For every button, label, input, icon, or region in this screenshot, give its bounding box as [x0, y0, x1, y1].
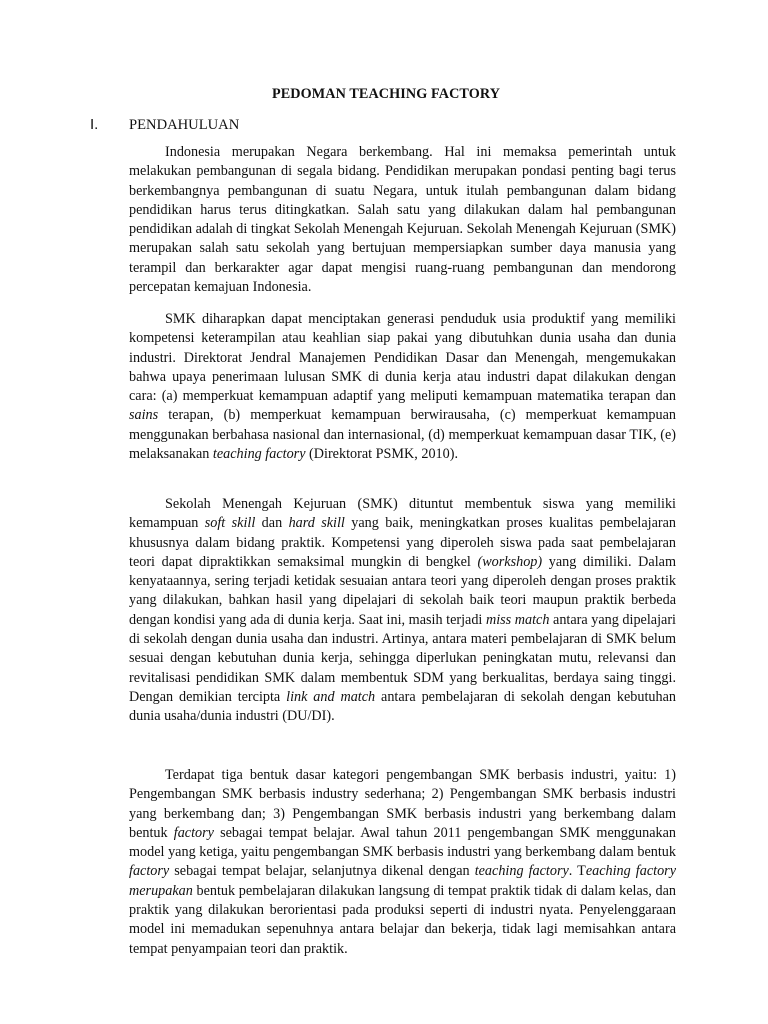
italic-text: link and match: [286, 688, 376, 705]
document-title: PEDOMAN TEACHING FACTORY: [271, 86, 501, 102]
italic-text: teaching factory: [212, 446, 306, 463]
text-run: Terdapat tiga bentuk dasar kategori pengembangan SMK berbasis industri, yaitu: 1) Pengembangan SMK berbasis industry sederhana; 2) Pengembangan SMK berbasis industri yang berkembang dan; 3) Pengembangan SMK berbasis industri yang berkembang dalam bentuk: [129, 767, 676, 841]
text-run: . T: [568, 863, 586, 880]
paragraph-1: [129, 143, 676, 297]
text-run: bentuk pembelajaran dilakukan langsung di tempat praktik tidak di dalam kelas, dan praktik yang dilakukan berorientasi pada produksi seperti di industri nyata. Penyelenggaraan model ini memadukan sepenuhnya antara belajar dan bekerja, tidak lagi memisahkan antara tempat penyampaian teori dan praktik.: [129, 882, 676, 957]
italic-text: soft skill: [204, 515, 256, 532]
text-run: Sekolah Menengah Kejuruan (SMK) dituntut membentuk siswa yang memiliki kemampuan: [129, 496, 676, 532]
section-heading: PENDAHULUAN: [129, 117, 240, 133]
italic-text: factory: [129, 863, 170, 880]
paragraph-2: [129, 310, 676, 464]
text-run: terapan, (b) memperkuat kemampuan berwirausaha, (c) memperkuat kemampuan menggunakan berbahasa nasional dan internasional, (d) memperkuat kemampuan dasar TIK, (e) melaksanakan: [129, 407, 676, 463]
text-run: sebagai tempat belajar, selanjutnya dikenal dengan: [169, 863, 475, 880]
section-number: I.: [90, 116, 99, 133]
italic-text: hard skill: [288, 515, 345, 532]
italic-text: eaching factory merupakan: [129, 863, 676, 899]
italic-text: sains: [129, 407, 159, 424]
paragraph-3: [129, 495, 676, 727]
text-run: yang dimiliki. Dalam kenyataannya, sering terjadi ketidak sesuaian antara teori yang diperoleh dengan proses praktik yang dilakukan, bahkan hasil yang dipelajari di sekolah baik teori maupun praktik berbeda dengan kondisi yang ada di dunia kerja. Saat ini, masih terjadi: [129, 553, 677, 628]
text-run: antara pembelajaran di sekolah dengan kebutuhan dunia usaha/dunia industri (DU/DI).: [129, 688, 676, 725]
text-run: dan: [255, 515, 289, 532]
italic-text: miss match: [485, 611, 550, 628]
text-run: antara yang dipelajari di sekolah dengan dunia usaha dan industri. Artinya, antara materi pembelajaran di SMK belum sesuai dengan kebutuhan dunia kerja, sehingga diperlukan peningkatan mutu, relevansi dan revitalisasi pendidikan SMK dalam membentuk SDM yang berkualitas, berdaya saing tinggi. Dengan demikian tercipta: [129, 611, 676, 705]
text-run: Indonesia merupakan Negara berkembang. Hal ini memaksa pemerintah untuk melakukan pembangunan di segala bidang. Pendidikan merupakan pondasi penting bagi terus berkembangnya pembangunan di suatu Negara, untuk itulah pembangunan dalam bidang pendidikan harus terus ditingkatkan. Salah satu yang dilakukan dalam hal pembangunan pendidikan adalah di tingkat Sekolah Menengah Kejuruan. Sekolah Menengah Kejuruan (SMK) merupakan salah satu sekolah yang bertujuan mempersiapkan sumber daya manusia yang terampil dan berkarakter agar dapat mengisi ruang-ruang pembangunan dan mendorong percepatan kemajuan Indonesia.: [129, 144, 676, 296]
text-run: yang baik, meningkatkan proses kualitas pembelajaran khususnya dalam bidang praktik. Kompetensi yang diperoleh siswa pada saat pembelajaran teori dapat dipraktikkan semaksimal mungkin di bengkel: [129, 515, 676, 570]
text-run: sebagai tempat belajar. Awal tahun 2011 pengembangan SMK menggunakan model yang ketiga, yaitu pengembangan SMK berbasis industri yang berkembang dalam bentuk: [129, 824, 676, 861]
text-run: (Direktorat PSMK, 2010).: [305, 446, 459, 463]
text-run: SMK diharapkan dapat menciptakan generasi penduduk usia produktif yang memiliki kompetensi keterampilan atau keahlian siap pakai yang dibutuhkan dunia usaha dan dunia industri. Direktorat Jendral Manajemen Pendidikan Dasar dan Menengah, mengemukakan bahwa upaya penerimaan lulusan SMK di dunia kerja atau industri dapat dilakukan dengan cara: (a) memperkuat kemampuan adaptif yang meliputi kemampuan matematika terapan dan: [129, 311, 676, 405]
italic-text: teaching factory: [474, 863, 569, 880]
italic-text: factory: [173, 824, 214, 841]
italic-text: (workshop): [477, 553, 543, 570]
paragraph-4: [129, 766, 676, 959]
